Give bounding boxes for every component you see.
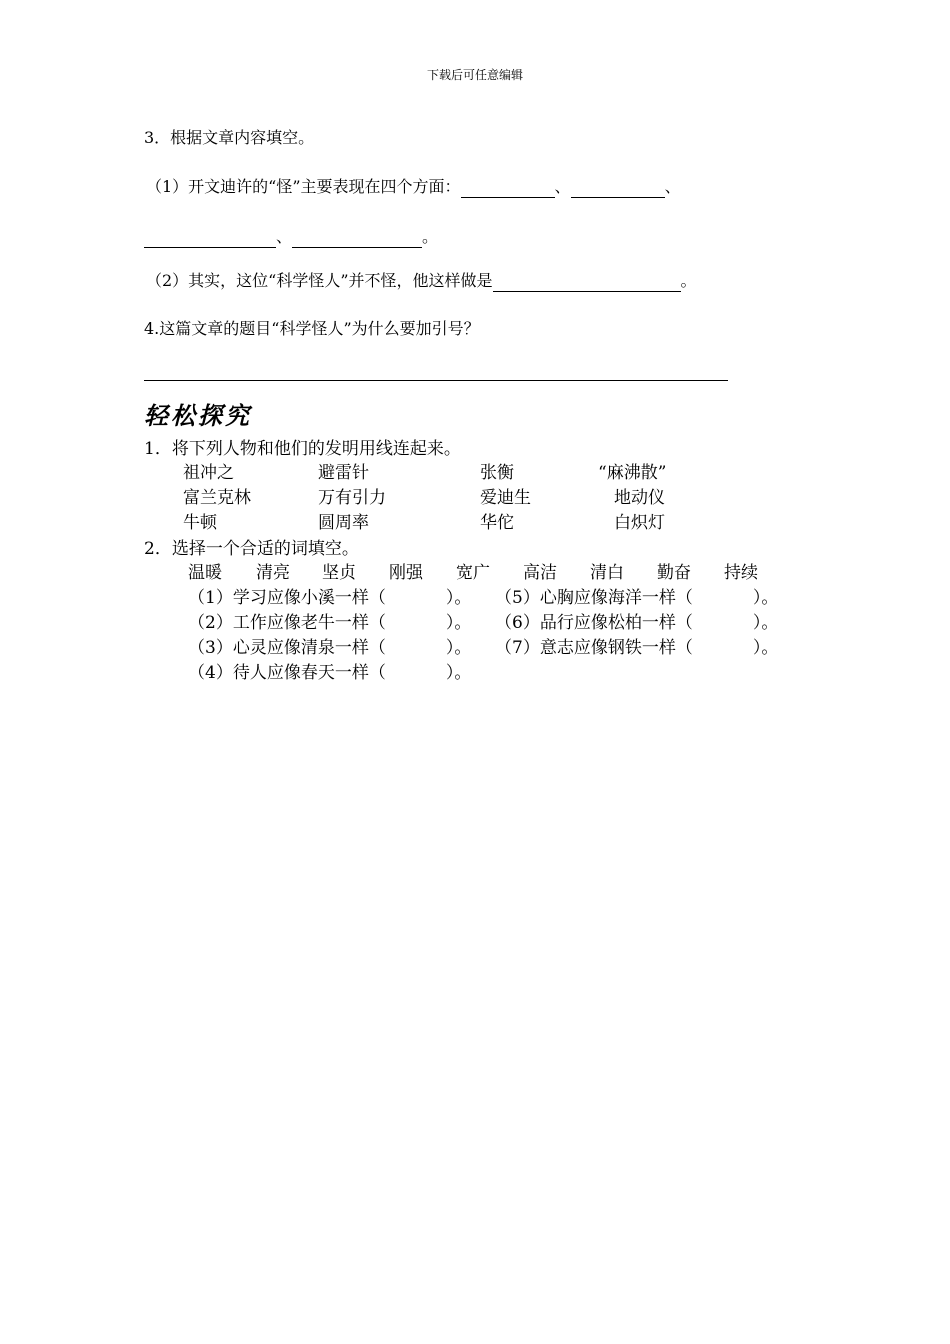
fill-item: （2）工作应像老牛一样（ ）。	[188, 613, 472, 633]
word-option: 坚贞	[322, 563, 356, 583]
period: 。	[680, 271, 697, 290]
invention-cell: 圆周率	[318, 513, 369, 533]
question-3-part-1-text: （1）开文迪许的“怪”主要表现在四个方面：	[146, 177, 461, 196]
question-3-part-2	[146, 270, 697, 292]
person-cell: 张衡	[480, 463, 514, 483]
fill-item: （4）待人应像春天一样（ ）。	[188, 663, 472, 683]
person-cell: 富兰克林	[183, 488, 251, 508]
question-4-title: 4.这篇文章的题目“科学怪人”为什么要加引号？	[144, 319, 480, 338]
invention-cell: 白炽灯	[614, 513, 665, 533]
answer-blank[interactable]	[493, 275, 681, 292]
word-option: 温暖	[188, 563, 222, 583]
word-option: 刚强	[389, 563, 423, 583]
fill-item: （6）品行应像松柏一样（ ）。	[495, 613, 779, 633]
person-cell: 祖冲之	[183, 463, 234, 483]
word-option: 宽广	[456, 563, 490, 583]
question-3-part-1-continued	[144, 226, 438, 248]
fill-item: （7）意志应像钢铁一样（ ）。	[495, 638, 779, 658]
section-title: 轻松探究	[144, 402, 252, 430]
period: 。	[422, 227, 439, 246]
invention-cell: “麻沸散”	[598, 463, 667, 483]
word-option: 高洁	[523, 563, 557, 583]
word-option: 清白	[590, 563, 624, 583]
word-option: 持续	[724, 563, 758, 583]
exercise-1-title: 1．将下列人物和他们的发明用线连起来。	[144, 439, 461, 459]
separator: 、	[554, 177, 571, 196]
question-3-title: 3．根据文章内容填空。	[144, 128, 315, 147]
word-option: 清亮	[256, 563, 290, 583]
person-cell: 牛顿	[183, 513, 217, 533]
page-header: 下载后可任意编辑	[426, 68, 523, 82]
fill-item: （3）心灵应像清泉一样（ ）。	[188, 638, 472, 658]
question-3-part-2-text: （2）其实，这位“科学怪人”并不怪，他这样做是	[146, 271, 493, 290]
fill-item: （1）学习应像小溪一样（ ）。	[188, 588, 472, 608]
person-cell: 爱迪生	[480, 488, 531, 508]
invention-cell: 万有引力	[318, 488, 386, 508]
answer-blank[interactable]	[144, 231, 276, 248]
answer-blank[interactable]	[461, 181, 555, 198]
answer-blank[interactable]	[571, 181, 665, 198]
separator: 、	[664, 177, 681, 196]
answer-blank[interactable]	[292, 231, 422, 248]
word-option: 勤奋	[657, 563, 691, 583]
exercise-2-title: 2．选择一个合适的词填空。	[144, 539, 359, 559]
fill-item: （5）心胸应像海洋一样（ ）。	[495, 588, 779, 608]
separator: 、	[276, 227, 293, 246]
invention-cell: 地动仪	[614, 488, 665, 508]
question-3-part-1	[146, 176, 681, 198]
invention-cell: 避雷针	[318, 463, 369, 483]
answer-line[interactable]	[144, 380, 728, 381]
person-cell: 华佗	[480, 513, 514, 533]
